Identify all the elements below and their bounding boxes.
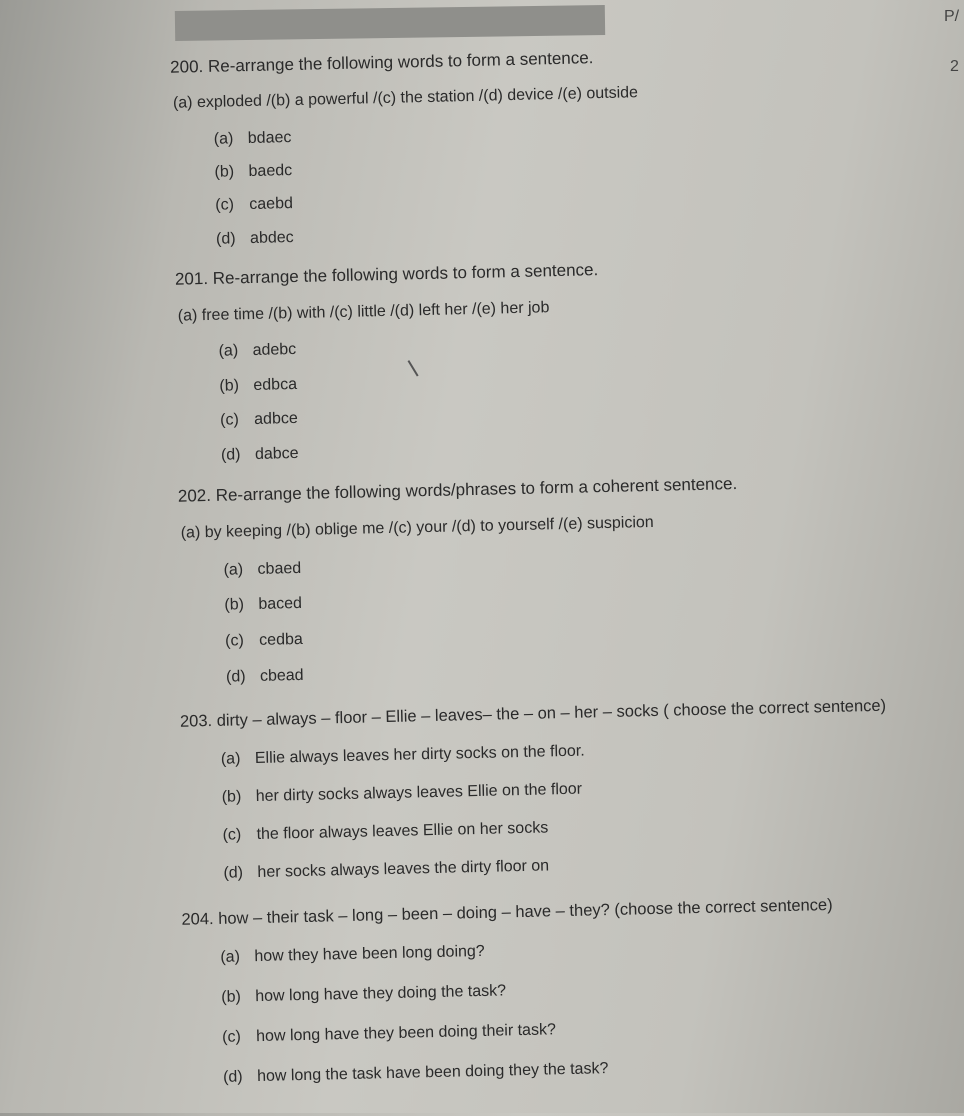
option-text: cbaed <box>257 559 302 578</box>
option-label: (a) <box>223 561 244 579</box>
option-label: (a) <box>220 948 241 966</box>
option-item[interactable] <box>215 195 293 215</box>
option-text: how long have they doing the task? <box>255 982 507 1006</box>
option-text: dabce <box>254 444 299 463</box>
option-label: (c) <box>225 632 245 650</box>
option-text: cedba <box>259 630 303 649</box>
question-statement: (a) free time /(b) with /(c) little /(d) left her /(e) her job <box>177 299 550 325</box>
pen-mark <box>408 360 419 376</box>
question-heading: 200. Re-arrange the following words to form a sentence. <box>169 48 594 77</box>
option-text: edbca <box>253 375 298 394</box>
option-item[interactable] <box>216 229 294 249</box>
option-item[interactable] <box>224 595 302 615</box>
question-statement: (a) exploded /(b) a powerful /(c) the station /(d) device /(e) outside <box>172 84 639 112</box>
option-item[interactable] <box>223 560 301 580</box>
option-text: adbce <box>253 409 298 428</box>
option-text: how long the task have been doing they the task? <box>256 1060 609 1086</box>
question-heading: 203. dirty – always – floor – Ellie – leaves– the – on – her – socks ( choose the correct sentence) <box>179 696 887 731</box>
option-label: (b) <box>219 377 240 395</box>
option-item[interactable] <box>219 376 297 396</box>
question-statement: (a) by keeping /(b) oblige me /(c) your /(d) to yourself /(e) suspicion <box>180 513 654 542</box>
option-item[interactable] <box>222 1021 556 1047</box>
option-label: (b) <box>221 988 242 1006</box>
option-label: (d) <box>225 668 246 686</box>
option-item[interactable] <box>221 982 506 1006</box>
option-item[interactable] <box>221 445 299 465</box>
option-text: cbead <box>259 666 304 685</box>
question-heading: 204. how – their task – long – been – doing – have – they? (choose the correct sentence) <box>181 895 833 929</box>
option-text: Ellie always leaves her dirty socks on the floor. <box>254 742 585 768</box>
option-label: (d) <box>222 1068 243 1086</box>
option-text: bdaec <box>247 129 292 148</box>
option-item[interactable] <box>223 857 549 882</box>
option-item[interactable] <box>225 631 303 651</box>
option-label: (b) <box>221 788 242 806</box>
option-item[interactable] <box>214 162 292 182</box>
option-text: how they have been long doing? <box>254 942 485 966</box>
option-label: (d) <box>223 864 244 882</box>
question-heading: 202. Re-arrange the following words/phrases to form a coherent sentence. <box>177 474 738 506</box>
option-item[interactable] <box>220 943 485 967</box>
option-label: (a) <box>213 130 234 148</box>
option-text: how long have they been doing their task? <box>255 1021 557 1046</box>
option-text: caebd <box>249 195 294 214</box>
option-item[interactable] <box>226 667 304 687</box>
option-label: (a) <box>220 750 241 768</box>
option-label: (d) <box>220 446 241 464</box>
corner-text-mid: 2 <box>950 58 959 75</box>
option-text: baedc <box>248 162 293 181</box>
option-text: her dirty socks always leaves Ellie on the floor <box>255 780 583 806</box>
option-item[interactable] <box>214 129 292 149</box>
option-item[interactable] <box>221 743 585 769</box>
option-text: the floor always leaves Ellie on her socks <box>256 819 549 844</box>
option-label: (c) <box>215 196 235 214</box>
option-label: (c) <box>222 826 242 844</box>
option-label: (b) <box>224 596 245 614</box>
option-label: (c) <box>221 1028 242 1046</box>
option-item[interactable] <box>218 341 296 361</box>
corner-text-top: P/ <box>944 8 960 25</box>
option-label: (d) <box>215 230 236 248</box>
option-text: adebc <box>252 340 297 359</box>
option-label: (c) <box>219 411 240 429</box>
option-label: (b) <box>214 163 235 181</box>
option-text: abdec <box>249 229 294 248</box>
option-text: baced <box>258 594 303 613</box>
option-item[interactable] <box>222 781 583 807</box>
option-item[interactable] <box>223 1060 609 1087</box>
option-label: (a) <box>218 342 239 360</box>
option-item[interactable] <box>222 819 548 844</box>
question-heading: 201. Re-arrange the following words to form a sentence. <box>174 260 599 289</box>
option-item[interactable] <box>220 410 298 430</box>
option-text: her socks always leaves the dirty floor on <box>257 857 550 881</box>
